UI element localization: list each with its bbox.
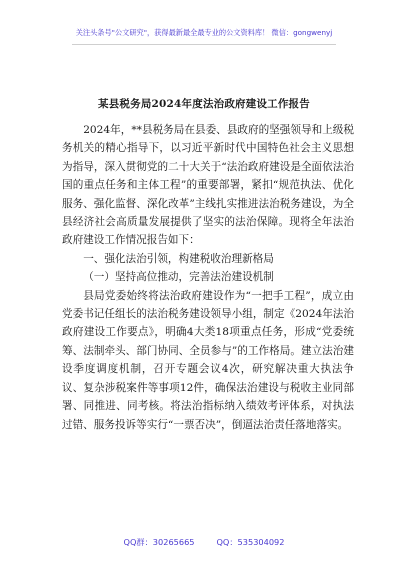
section-1-heading: 一、强化法治引领，构建税收治理新格局 bbox=[83, 252, 274, 265]
footer-qq-group: QQ群：30265665 bbox=[123, 537, 195, 547]
subsection-1-paragraph: 县局党委始终将法治政府建设作为“一把手工程”，成立由党委书记任组长的法治税务建设领导小组，制定《2024年法治政府建设工作要点》，明确4大类18项重点任务，形成“党委统筹、法制牵头、部门协同、全员参与”的工作格局。建立法治建设季度调度机制，召开专题会议4次，研究解决重大执法争议、复杂涉税案件等事项12件，确保法治建设与税收主业同部署、同推进、同考核。将法治指标纳入绩效考评体系，对执法过错、服务投诉等实行“一票否决”，倒逼法治责任落地落实。 bbox=[62, 289, 354, 431]
document-title: 某县税务局2024年度法治政府建设工作报告 bbox=[98, 98, 310, 110]
subsection-1-heading: （一）坚持高位推动，完善法治建设机制 bbox=[83, 271, 274, 284]
intro-paragraph: 2024年，**县税务局在县委、县政府的坚强领导和上级税务机关的精心指导下，以习近平新时代中国特色社会主义思想为指导，深入贯彻党的二十大关于“法治政府建设是全面依法治国的重点任务和主体工程”的重要部署，紧扣“规范执法、优化服务、强化监督、深化改革”主线扎实推进法治税务建设，为全县经济社会高质量发展提供了坚实的法治保障。现将全年法治政府建设工作情况报告如下： bbox=[62, 124, 354, 247]
footer-contacts bbox=[0, 537, 408, 548]
document-body bbox=[62, 121, 354, 434]
header-divider bbox=[72, 44, 336, 45]
header-banner: 关注头条号"公文研究"，获得最新最全最专业的公文资料库！ 微信：gongwenyj bbox=[75, 28, 333, 37]
footer-qq-number: QQ：535304092 bbox=[216, 537, 285, 547]
